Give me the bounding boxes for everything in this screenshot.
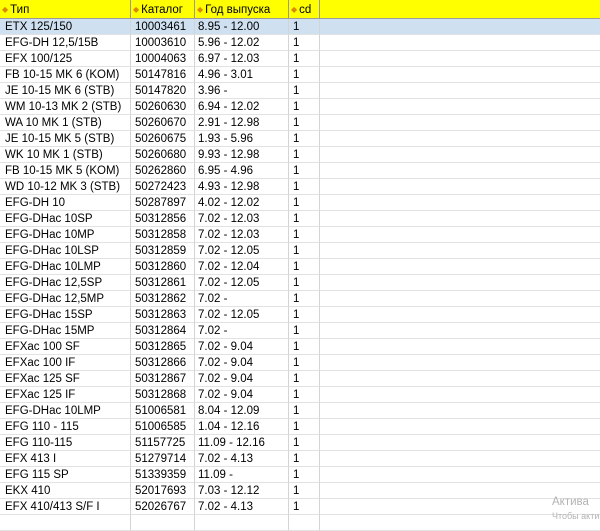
cell-type[interactable]: EKX 410 — [0, 483, 131, 499]
cell-cd[interactable]: 1 — [289, 355, 320, 371]
cell-catalog[interactable]: 50312859 — [131, 243, 195, 259]
cell-catalog[interactable]: 50312858 — [131, 227, 195, 243]
cell-type[interactable]: FB 10-15 MK 5 (KOM) — [0, 163, 131, 179]
cell-years[interactable]: 1.04 - 12.16 — [195, 419, 289, 435]
table-row[interactable] — [0, 483, 600, 499]
cell-filler — [320, 227, 600, 243]
table-row[interactable] — [0, 323, 600, 339]
table-row[interactable] — [0, 179, 600, 195]
cell-years[interactable]: 4.02 - 12.02 — [195, 195, 289, 211]
cell-catalog[interactable]: 50312866 — [131, 355, 195, 371]
cell-filler — [320, 403, 600, 419]
cell-type[interactable]: WA 10 MK 1 (STB) — [0, 115, 131, 131]
cell-filler — [320, 131, 600, 147]
cell-catalog[interactable] — [131, 515, 195, 531]
cell-years[interactable]: 5.96 - 12.02 — [195, 35, 289, 51]
table-row[interactable] — [0, 163, 600, 179]
cell-type[interactable]: JE 10-15 MK 5 (STB) — [0, 131, 131, 147]
table-row[interactable] — [0, 291, 600, 307]
cell-catalog[interactable]: 50312863 — [131, 307, 195, 323]
cell-cd[interactable]: 1 — [289, 147, 320, 163]
cell-filler — [320, 323, 600, 339]
cell-catalog[interactable]: 51006585 — [131, 419, 195, 435]
cell-years[interactable]: 8.95 - 12.00 — [195, 19, 289, 35]
cell-filler — [320, 387, 600, 403]
cell-filler — [320, 51, 600, 67]
cell-years[interactable]: 1.93 - 5.96 — [195, 131, 289, 147]
sort-diamond-icon: ◆ — [133, 5, 140, 14]
cell-type[interactable]: EFG-DH 10 — [0, 195, 131, 211]
cell-years[interactable]: 6.94 - 12.02 — [195, 99, 289, 115]
cell-filler — [320, 83, 600, 99]
cell-catalog[interactable]: 10003461 — [131, 19, 195, 35]
cell-catalog[interactable]: 51279714 — [131, 451, 195, 467]
watermark-title: Актива — [552, 496, 589, 508]
column-header-label: cd — [299, 4, 312, 16]
column-header-catalog[interactable] — [131, 0, 195, 19]
cell-type[interactable]: EFG-DHac 10MP — [0, 227, 131, 243]
cell-catalog[interactable]: 50260670 — [131, 115, 195, 131]
table-row[interactable] — [0, 99, 600, 115]
cell-years[interactable]: 6.95 - 4.96 — [195, 163, 289, 179]
cell-type[interactable] — [0, 515, 131, 531]
cell-catalog[interactable]: 52026767 — [131, 499, 195, 515]
cell-years[interactable]: 7.02 - 9.04 — [195, 339, 289, 355]
cell-filler — [320, 339, 600, 355]
cell-catalog[interactable]: 50260630 — [131, 99, 195, 115]
cell-filler — [320, 99, 600, 115]
cell-type[interactable]: EFG-DHac 12,5MP — [0, 291, 131, 307]
cell-cd[interactable] — [289, 515, 320, 531]
cell-years[interactable]: 7.02 - 12.05 — [195, 243, 289, 259]
watermark-subtitle: Чтобы акти — [552, 511, 600, 521]
cell-catalog[interactable]: 50312868 — [131, 387, 195, 403]
table-row[interactable] — [0, 435, 600, 451]
cell-cd[interactable]: 1 — [289, 419, 320, 435]
cell-filler — [320, 435, 600, 451]
table-row[interactable] — [0, 499, 600, 515]
cell-catalog[interactable]: 51339359 — [131, 467, 195, 483]
table-row[interactable] — [0, 147, 600, 163]
cell-type[interactable]: WD 10-12 MK 3 (STB) — [0, 179, 131, 195]
table-row[interactable] — [0, 355, 600, 371]
cell-years[interactable]: 7.02 - 12.05 — [195, 307, 289, 323]
cell-catalog[interactable]: 50272423 — [131, 179, 195, 195]
cell-filler — [320, 211, 600, 227]
cell-years[interactable]: 7.02 - 12.03 — [195, 227, 289, 243]
cell-type[interactable]: ETX 125/150 — [0, 19, 131, 35]
cell-years[interactable]: 7.02 - 12.04 — [195, 259, 289, 275]
cell-cd[interactable]: 1 — [289, 499, 320, 515]
table-row[interactable] — [0, 115, 600, 131]
cell-cd[interactable]: 1 — [289, 403, 320, 419]
cell-years[interactable]: 11.09 - — [195, 467, 289, 483]
cell-filler — [320, 467, 600, 483]
activation-watermark — [552, 495, 599, 523]
cell-filler — [320, 291, 600, 307]
cell-years[interactable] — [195, 515, 289, 531]
cell-cd[interactable]: 1 — [289, 131, 320, 147]
cell-cd[interactable]: 1 — [289, 467, 320, 483]
column-header-years[interactable] — [195, 0, 289, 19]
cell-years[interactable]: 7.03 - 12.12 — [195, 483, 289, 499]
cell-cd[interactable]: 1 — [289, 227, 320, 243]
cell-cd[interactable]: 1 — [289, 67, 320, 83]
cell-catalog[interactable]: 50262860 — [131, 163, 195, 179]
cell-filler — [320, 35, 600, 51]
cell-cd[interactable]: 1 — [289, 339, 320, 355]
cell-type[interactable]: EFG-DHac 15SP — [0, 307, 131, 323]
table-row[interactable] — [0, 51, 600, 67]
cell-years[interactable]: 7.02 - 9.04 — [195, 387, 289, 403]
cell-years[interactable]: 2.91 - 12.98 — [195, 115, 289, 131]
cell-years[interactable]: 8.04 - 12.09 — [195, 403, 289, 419]
column-header-label: Год выпуска — [205, 4, 271, 16]
cell-type[interactable]: EFX 413 I — [0, 451, 131, 467]
cell-years[interactable]: 7.02 - 12.05 — [195, 275, 289, 291]
sort-diamond-icon: ◆ — [197, 5, 204, 14]
cell-catalog[interactable]: 50287897 — [131, 195, 195, 211]
cell-years[interactable]: 7.02 - 4.13 — [195, 451, 289, 467]
cell-type[interactable]: EFG-DHac 10LMP — [0, 403, 131, 419]
cell-filler — [320, 275, 600, 291]
cell-catalog[interactable]: 50312864 — [131, 323, 195, 339]
cell-type[interactable]: EFG 110-115 — [0, 435, 131, 451]
table-row[interactable] — [0, 131, 600, 147]
cell-cd[interactable]: 1 — [289, 275, 320, 291]
table-row[interactable] — [0, 451, 600, 467]
table-row[interactable] — [0, 307, 600, 323]
cell-cd[interactable]: 1 — [289, 19, 320, 35]
cell-filler — [320, 243, 600, 259]
cell-years[interactable]: 7.02 - 4.13 — [195, 499, 289, 515]
cell-type[interactable]: EFG-DHac 10LSP — [0, 243, 131, 259]
table-row[interactable] — [0, 275, 600, 291]
cell-type[interactable]: EFXac 100 SF — [0, 339, 131, 355]
cell-cd[interactable]: 1 — [289, 323, 320, 339]
cell-type[interactable]: EFXac 125 SF — [0, 371, 131, 387]
cell-catalog[interactable]: 51006581 — [131, 403, 195, 419]
cell-cd[interactable]: 1 — [289, 83, 320, 99]
cell-filler — [320, 419, 600, 435]
cell-catalog[interactable]: 50312861 — [131, 275, 195, 291]
table-row[interactable] — [0, 243, 600, 259]
column-header-label: Тип — [10, 4, 30, 16]
cell-type[interactable]: EFX 410/413 S/F I — [0, 499, 131, 515]
cell-catalog[interactable]: 50147820 — [131, 83, 195, 99]
column-header-type[interactable] — [0, 0, 131, 19]
table-row[interactable] — [0, 227, 600, 243]
cell-filler — [320, 307, 600, 323]
cell-catalog[interactable]: 10003610 — [131, 35, 195, 51]
cell-catalog[interactable]: 50312867 — [131, 371, 195, 387]
cell-type[interactable]: EFG-DHac 10SP — [0, 211, 131, 227]
cell-cd[interactable]: 1 — [289, 371, 320, 387]
cell-filler — [320, 115, 600, 131]
cell-cd[interactable]: 1 — [289, 35, 320, 51]
cell-cd[interactable]: 1 — [289, 451, 320, 467]
cell-years[interactable]: 7.02 - — [195, 291, 289, 307]
cell-filler — [320, 451, 600, 467]
sort-diamond-icon: ◆ — [2, 5, 9, 14]
cell-type[interactable]: FB 10-15 MK 6 (KOM) — [0, 67, 131, 83]
column-header-filler — [320, 0, 600, 19]
cell-catalog[interactable]: 50260680 — [131, 147, 195, 163]
cell-filler — [320, 355, 600, 371]
cell-years[interactable]: 7.02 - 9.04 — [195, 355, 289, 371]
cell-catalog[interactable]: 52017693 — [131, 483, 195, 499]
cell-filler — [320, 163, 600, 179]
cell-type[interactable]: EFXac 100 IF — [0, 355, 131, 371]
cell-cd[interactable]: 1 — [289, 99, 320, 115]
cell-catalog[interactable]: 50147816 — [131, 67, 195, 83]
cell-type[interactable]: EFXac 125 IF — [0, 387, 131, 403]
cell-cd[interactable]: 1 — [289, 307, 320, 323]
cell-years[interactable]: 7.02 - 12.03 — [195, 211, 289, 227]
cell-type[interactable]: WK 10 MK 1 (STB) — [0, 147, 131, 163]
cell-cd[interactable]: 1 — [289, 291, 320, 307]
cell-catalog[interactable]: 50312862 — [131, 291, 195, 307]
cell-filler — [320, 67, 600, 83]
cell-cd[interactable]: 1 — [289, 51, 320, 67]
cell-cd[interactable]: 1 — [289, 163, 320, 179]
table-row[interactable] — [0, 19, 600, 35]
cell-years[interactable]: 3.96 - — [195, 83, 289, 99]
cell-type[interactable]: EFG-DHac 10LMP — [0, 259, 131, 275]
table-row[interactable] — [0, 195, 600, 211]
cell-cd[interactable]: 1 — [289, 259, 320, 275]
cell-cd[interactable]: 1 — [289, 211, 320, 227]
cell-type[interactable]: EFG-DHac 15MP — [0, 323, 131, 339]
cell-catalog[interactable]: 51157725 — [131, 435, 195, 451]
table-row[interactable] — [0, 403, 600, 419]
table-row[interactable] — [0, 419, 600, 435]
cell-catalog[interactable]: 10004063 — [131, 51, 195, 67]
cell-filler — [320, 371, 600, 387]
cell-years[interactable]: 9.93 - 12.98 — [195, 147, 289, 163]
cell-filler — [320, 195, 600, 211]
column-header-cd[interactable] — [289, 0, 320, 19]
cell-catalog[interactable]: 50260675 — [131, 131, 195, 147]
table-row[interactable] — [0, 339, 600, 355]
cell-cd[interactable]: 1 — [289, 243, 320, 259]
cell-cd[interactable]: 1 — [289, 179, 320, 195]
cell-years[interactable]: 4.96 - 3.01 — [195, 67, 289, 83]
cell-cd[interactable]: 1 — [289, 435, 320, 451]
cell-type[interactable]: EFG 110 - 115 — [0, 419, 131, 435]
cell-filler — [320, 147, 600, 163]
cell-catalog[interactable]: 50312860 — [131, 259, 195, 275]
table-row[interactable] — [0, 371, 600, 387]
cell-years[interactable]: 4.93 - 12.98 — [195, 179, 289, 195]
table-row[interactable] — [0, 67, 600, 83]
cell-catalog[interactable]: 50312856 — [131, 211, 195, 227]
cell-filler — [320, 19, 600, 35]
table-row[interactable] — [0, 35, 600, 51]
grid-header — [0, 0, 600, 19]
cell-filler — [320, 259, 600, 275]
cell-type[interactable]: EFG-DH 12,5/15B — [0, 35, 131, 51]
grid-body — [0, 19, 600, 531]
table-row[interactable] — [0, 387, 600, 403]
cell-catalog[interactable]: 50312865 — [131, 339, 195, 355]
cell-type[interactable]: WM 10-13 MK 2 (STB) — [0, 99, 131, 115]
cell-filler — [320, 179, 600, 195]
column-header-label: Каталог — [141, 4, 183, 16]
table-row[interactable] — [0, 211, 600, 227]
cell-cd[interactable]: 1 — [289, 387, 320, 403]
table-row[interactable] — [0, 467, 600, 483]
sort-diamond-icon: ◆ — [291, 5, 298, 14]
cell-years[interactable]: 6.97 - 12.03 — [195, 51, 289, 67]
cell-cd[interactable]: 1 — [289, 115, 320, 131]
cell-years[interactable]: 7.02 - — [195, 323, 289, 339]
cell-type[interactable]: EFG-DHac 12,5SP — [0, 275, 131, 291]
cell-years[interactable]: 7.02 - 9.04 — [195, 371, 289, 387]
table-row[interactable] — [0, 515, 600, 531]
cell-cd[interactable]: 1 — [289, 483, 320, 499]
cell-cd[interactable]: 1 — [289, 195, 320, 211]
cell-type[interactable]: EFG 115 SP — [0, 467, 131, 483]
cell-years[interactable]: 11.09 - 12.16 — [195, 435, 289, 451]
table-row[interactable] — [0, 259, 600, 275]
cell-type[interactable]: JE 10-15 MK 6 (STB) — [0, 83, 131, 99]
cell-type[interactable]: EFX 100/125 — [0, 51, 131, 67]
table-row[interactable] — [0, 83, 600, 99]
